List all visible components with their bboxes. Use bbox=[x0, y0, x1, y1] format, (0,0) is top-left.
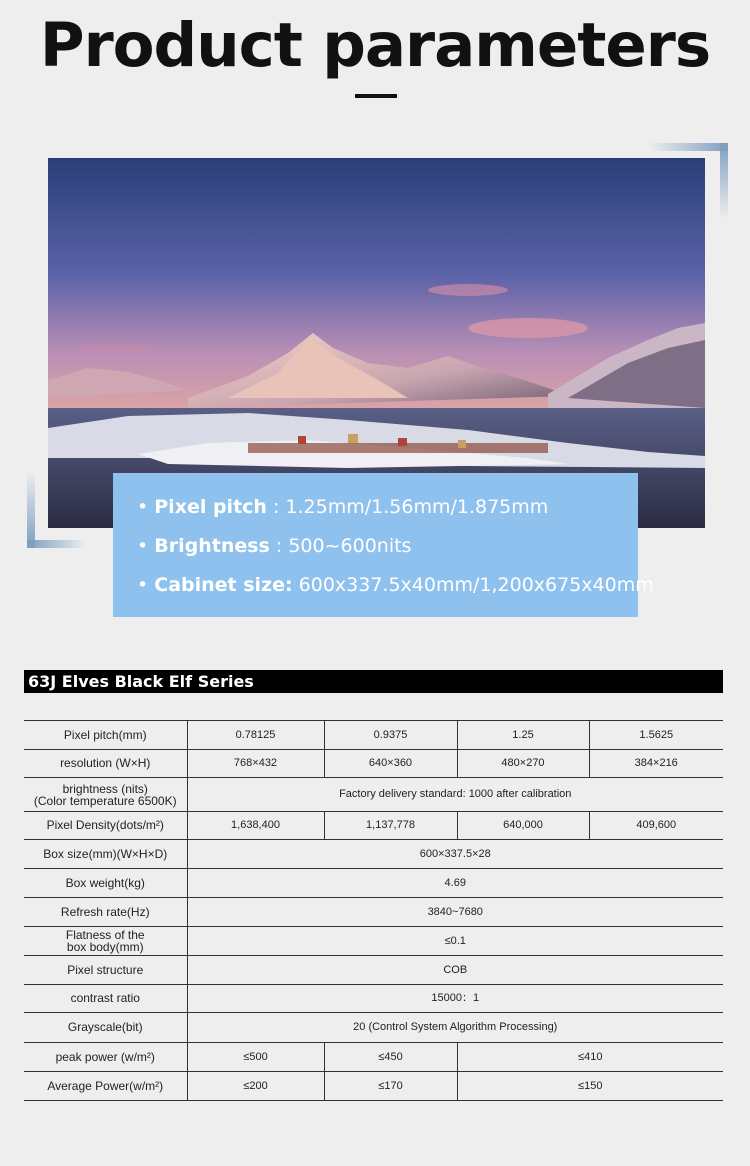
row-label bbox=[24, 927, 187, 956]
table-row bbox=[24, 840, 723, 869]
table-cell: 3840~7680 bbox=[187, 898, 723, 927]
table-cell: COB bbox=[187, 956, 723, 985]
table-cell: 1.5625 bbox=[589, 721, 723, 750]
row-label: Pixel Density(dots/m²) bbox=[24, 812, 187, 840]
row-label: Pixel structure bbox=[24, 956, 187, 985]
table-cell: ≤170 bbox=[324, 1072, 457, 1101]
table-cell: 4.69 bbox=[187, 869, 723, 898]
row-label: peak power (w/m²) bbox=[24, 1043, 187, 1072]
row-label: Box weight(kg) bbox=[24, 869, 187, 898]
highlight-brightness: • Brightness : 500~600nits bbox=[137, 535, 412, 557]
table-cell: 15000：1 bbox=[187, 985, 723, 1013]
row-label: resolution (W×H) bbox=[24, 750, 187, 778]
highlight-key: Brightness bbox=[154, 535, 270, 557]
row-label-line: Flatness of the bbox=[65, 928, 145, 942]
row-label: Grayscale(bit) bbox=[24, 1013, 187, 1043]
row-label: Average Power(w/m²) bbox=[24, 1072, 187, 1101]
series-title-bar bbox=[24, 670, 723, 693]
table-row bbox=[24, 898, 723, 927]
table-row bbox=[24, 778, 723, 812]
table-row bbox=[24, 1013, 723, 1043]
table-cell: 384×216 bbox=[589, 750, 723, 778]
table-cell: 1,638,400 bbox=[187, 812, 324, 840]
frame-corner-top-right bbox=[648, 143, 728, 151]
table-cell: 640×360 bbox=[324, 750, 457, 778]
row-label-line: box body(mm) bbox=[66, 940, 144, 954]
key-parameters-box bbox=[113, 473, 654, 617]
table-cell: ≤0.1 bbox=[187, 927, 723, 956]
frame-corner-bottom-left-horizontal bbox=[27, 540, 87, 548]
highlight-key: Pixel pitch bbox=[154, 496, 267, 518]
highlight-cabinet-size: • Cabinet size: 600x337.5x40mm/1,200x675x40mm bbox=[137, 574, 654, 596]
row-label-line: (Color temperature 6500K) bbox=[33, 793, 177, 808]
row-label: Box size(mm)(W×H×D) bbox=[24, 840, 187, 869]
table-cell: ≤450 bbox=[324, 1043, 457, 1072]
table-row bbox=[24, 750, 723, 778]
table-row bbox=[24, 721, 723, 750]
table-cell: 0.78125 bbox=[187, 721, 324, 750]
row-label bbox=[24, 778, 187, 812]
table-cell: 409,600 bbox=[589, 812, 723, 840]
table-cell: ≤150 bbox=[457, 1072, 723, 1101]
frame-corner-bottom-left bbox=[27, 472, 35, 548]
table-cell: ≤410 bbox=[457, 1043, 723, 1072]
title-underline bbox=[355, 94, 397, 98]
frame-corner-top-right-vertical bbox=[720, 143, 728, 219]
table-row bbox=[24, 956, 723, 985]
page-title: Product parameters bbox=[39, 10, 711, 81]
spec-table bbox=[24, 720, 723, 1101]
table-row bbox=[24, 1043, 723, 1072]
table-cell: 600×337.5×28 bbox=[187, 840, 723, 869]
table-row bbox=[24, 812, 723, 840]
highlight-value: 600x337.5x40mm/1,200x675x40mm bbox=[292, 574, 654, 596]
table-cell: Factory delivery standard: 1000 after calibration bbox=[187, 778, 723, 812]
table-row bbox=[24, 1072, 723, 1101]
table-cell: 0.9375 bbox=[324, 721, 457, 750]
table-cell: ≤500 bbox=[187, 1043, 324, 1072]
highlight-key: Cabinet size: bbox=[154, 574, 293, 596]
table-row bbox=[24, 927, 723, 956]
table-cell: 640,000 bbox=[457, 812, 589, 840]
row-label: Pixel pitch(mm) bbox=[24, 721, 187, 750]
series-title: 63J Elves Black Elf Series bbox=[28, 672, 254, 691]
table-cell: 480×270 bbox=[457, 750, 589, 778]
table-cell: 20 (Control System Algorithm Processing) bbox=[187, 1013, 723, 1043]
row-label: Refresh rate(Hz) bbox=[24, 898, 187, 927]
highlight-pixel-pitch: • Pixel pitch : 1.25mm/1.56mm/1.875mm bbox=[137, 496, 549, 518]
table-row bbox=[24, 985, 723, 1013]
table-cell: ≤200 bbox=[187, 1072, 324, 1101]
table-cell: 768×432 bbox=[187, 750, 324, 778]
row-label: contrast ratio bbox=[24, 985, 187, 1013]
table-cell: 1.25 bbox=[457, 721, 589, 750]
highlight-value: : 500~600nits bbox=[269, 535, 412, 557]
table-row bbox=[24, 869, 723, 898]
highlight-value: : 1.25mm/1.56mm/1.875mm bbox=[266, 496, 549, 518]
row-label-line: brightness (nits) bbox=[62, 781, 148, 796]
table-cell: 1,137,778 bbox=[324, 812, 457, 840]
